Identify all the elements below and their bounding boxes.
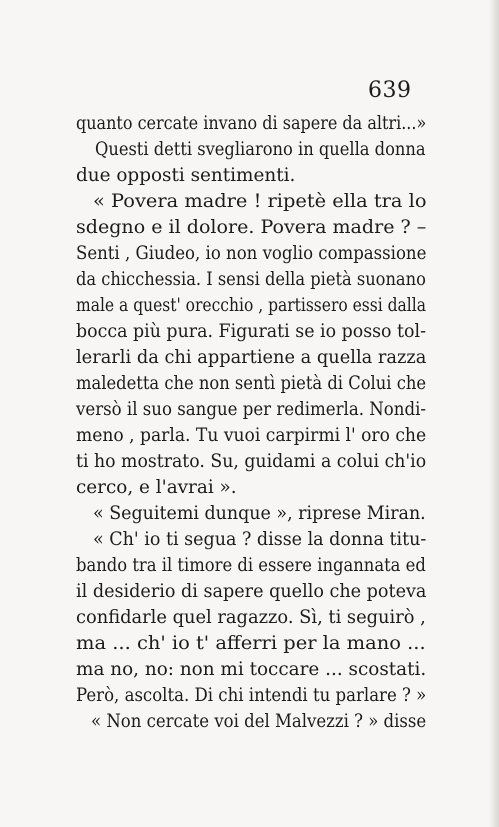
text-line-20: confidarle quel ragazzo. Sì, ti seguirò , xyxy=(76,607,426,628)
text-line-18: bando tra il timore di essere ingannata ed xyxy=(76,555,426,576)
text-line-9: bocca più pura. Figurati se io posso tol- xyxy=(76,321,426,342)
text-line-13: meno , parla. Tu vuoi carpirmi l' oro che xyxy=(76,425,427,446)
text-line-23: Però, ascolta. Di chi intendi tu parlare ? » xyxy=(76,685,427,706)
text-line-22: ma no, no: non mi toccare ... scostati. xyxy=(76,659,427,680)
text-line-7: da chicchessia. I sensi della pietà suonano xyxy=(76,269,426,290)
text-line-12: versò il suo sangue per redimerla. Nondi- xyxy=(76,399,426,420)
text-line-4: « Povera madre ! ripetè ella tra lo xyxy=(93,191,427,212)
text-line-14: ti ho mostrato. Su, guidami a colui ch'io xyxy=(76,451,427,472)
text-line-2: Questi detti svegliarono in quella donna xyxy=(95,139,426,160)
text-line-5: sdegno e il dolore. Povera madre ? – xyxy=(76,217,427,238)
text-line-24: « Non cercate voi del Malvezzi ? » disse xyxy=(91,711,427,732)
text-line-6: Senti , Giudeo, io non voglio compassione xyxy=(76,243,427,264)
page-number: 639 xyxy=(368,78,412,103)
text-line-17: « Ch' io ti segua ? disse la donna titu- xyxy=(93,529,427,550)
text-line-15: cerco, e l'avrai ». xyxy=(76,477,237,498)
text-line-3: due opposti sentimenti. xyxy=(76,165,296,186)
text-line-11: maledetta che non sentì pietà di Colui che xyxy=(76,373,427,394)
text-line-21: ma ... ch' io t' afferri per la mano ... xyxy=(76,633,426,654)
text-line-19: il desiderio di sapere quello che poteva xyxy=(76,581,427,602)
text-line-8: male a quest' orecchio , partissero essi dalla xyxy=(76,295,426,316)
scan-edge-shadow xyxy=(489,0,499,827)
text-line-1: quanto cercate invano di sapere da altri...» xyxy=(76,113,427,134)
text-line-16: « Seguitemi dunque », riprese Miran. xyxy=(93,503,426,524)
text-line-10: lerarli da chi appartiene a quella razza xyxy=(76,347,427,368)
